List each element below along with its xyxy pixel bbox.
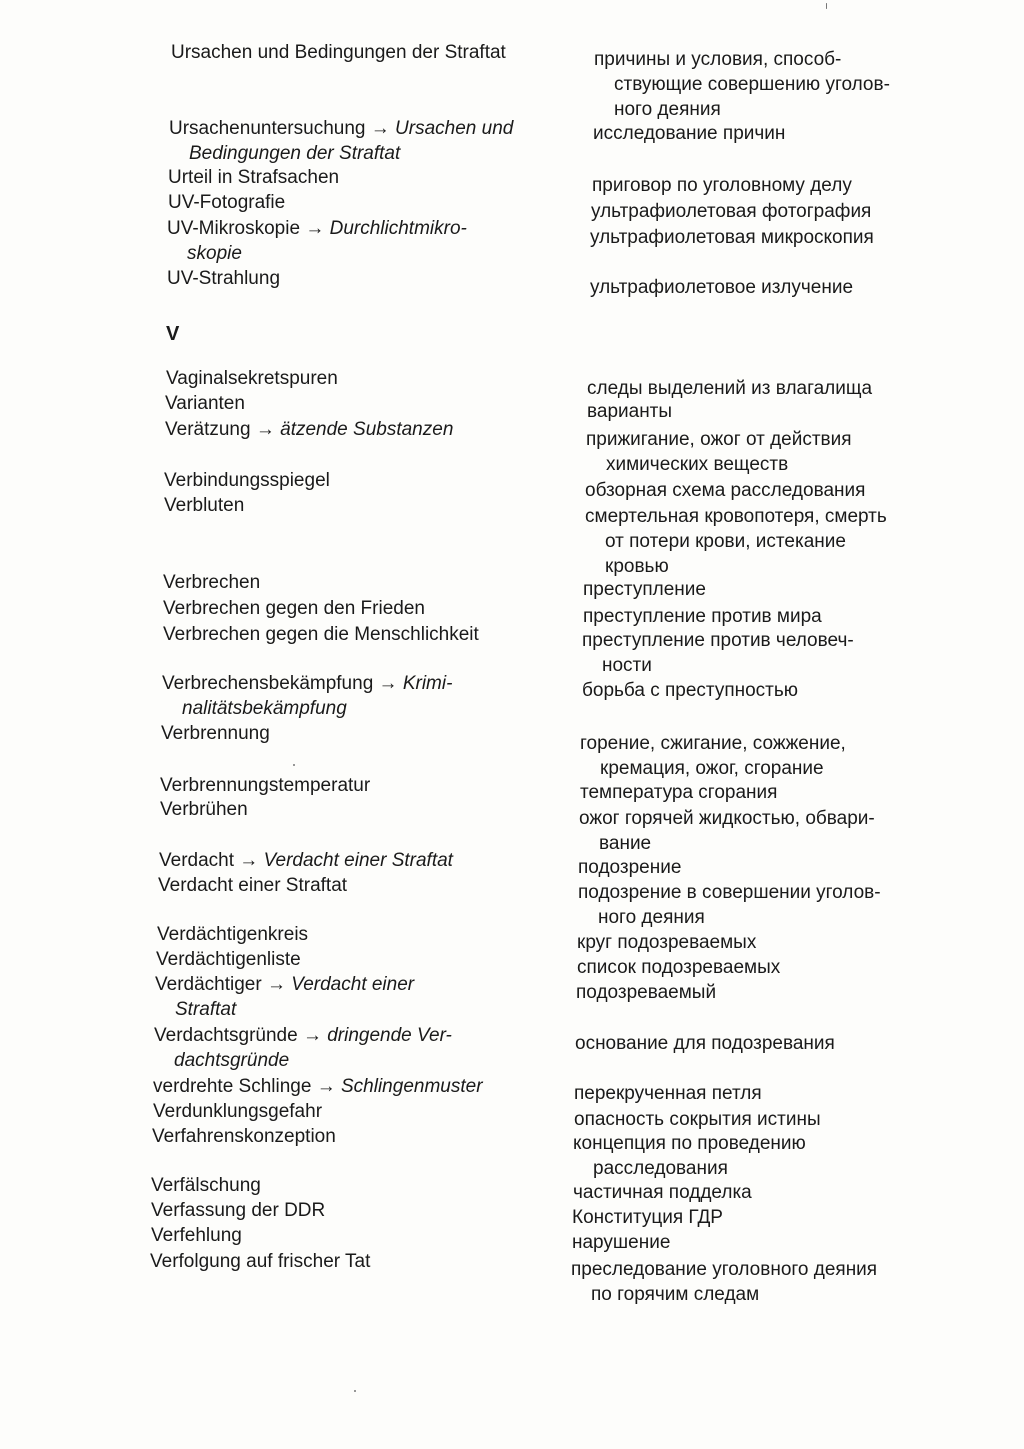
term-text: Verfolgung auf frischer Tat xyxy=(150,1251,371,1272)
entry-translation xyxy=(572,1230,670,1255)
entry-translation xyxy=(577,955,780,980)
term-text: Ursachen und Bedingungen der Straftat xyxy=(171,42,506,63)
entry-translation xyxy=(582,678,798,703)
cross-reference: Schlingenmuster xyxy=(341,1076,483,1097)
translation-line: круг подозреваемых xyxy=(577,932,757,953)
entry-term xyxy=(163,570,260,595)
entry-term xyxy=(152,1124,336,1149)
cross-reference: nalitätsbekämpfung xyxy=(182,698,347,719)
entry-translation xyxy=(594,47,890,122)
arrow-icon: → xyxy=(266,974,286,995)
entry-translation xyxy=(586,427,852,477)
translation-line: ности xyxy=(602,655,652,676)
entry-translation xyxy=(573,1180,752,1205)
entry-term xyxy=(164,493,244,518)
translation-line: ного деяния xyxy=(614,99,721,120)
entry-term xyxy=(153,1074,483,1099)
entry-term xyxy=(165,391,245,416)
entry-translation xyxy=(582,628,854,678)
arrow-icon: → xyxy=(239,850,259,871)
term-text: Urteil in Strafsachen xyxy=(168,167,340,188)
entry-term xyxy=(161,721,270,746)
translation-line: преследование уголовного деяния xyxy=(571,1259,878,1280)
cross-reference: Verdacht einer xyxy=(291,974,415,995)
entry-term xyxy=(165,417,453,442)
term-text: Verfassung der DDR xyxy=(151,1200,326,1221)
translation-line: температура сгорания xyxy=(580,782,778,803)
translation-line: частичная подделка xyxy=(573,1182,752,1203)
entry-term xyxy=(159,848,453,873)
translation-line: борьба с преступностью xyxy=(582,680,799,701)
cross-reference: Bedingungen der Straftat xyxy=(189,143,401,164)
translation-line: кремация, ожог, сгорание xyxy=(600,758,824,779)
translation-line: основание для подозревания xyxy=(575,1033,835,1054)
translation-line: преступление против человеч- xyxy=(582,630,854,651)
arrow-icon: → xyxy=(255,419,275,440)
cross-reference: Verdacht einer Straftat xyxy=(263,850,453,871)
arrow-icon: → xyxy=(316,1076,336,1097)
translation-line: приговор по уголовному делу xyxy=(592,175,852,196)
translation-line: расследования xyxy=(593,1158,728,1179)
entry-translation xyxy=(590,275,853,300)
entry-translation xyxy=(578,855,681,880)
term-text: Verdächtigenliste xyxy=(156,949,301,970)
arrow-icon: → xyxy=(378,673,398,694)
entry-translation xyxy=(580,731,846,781)
translation-line: ствующие совершению уголов- xyxy=(614,74,890,95)
translation-line: подозреваемый xyxy=(576,982,717,1003)
cross-reference: ätzende Substanzen xyxy=(280,419,454,440)
entry-term xyxy=(160,773,370,798)
entry-term xyxy=(168,190,285,215)
translation-line: нарушение xyxy=(572,1232,671,1253)
section-letter: V xyxy=(166,323,180,345)
entry-translation xyxy=(573,1131,806,1181)
translation-line: ного деяния xyxy=(598,907,705,928)
term-text: Verbrechen gegen die Menschlichkeit xyxy=(163,624,479,645)
translation-line: химических веществ xyxy=(606,454,789,475)
translation-line: перекрученная петля xyxy=(574,1083,762,1104)
translation-line: причины и условия, способ- xyxy=(594,49,842,70)
term-text: Vaginalsekretspuren xyxy=(166,368,338,389)
translation-line: подозрение в совершении уголов- xyxy=(578,882,881,903)
translation-line: концепция по проведению xyxy=(573,1133,806,1154)
translation-line: по горячим следам xyxy=(591,1284,760,1305)
entry-translation xyxy=(572,1205,723,1230)
term-text: Verdacht xyxy=(159,850,234,871)
entry-term xyxy=(153,1099,322,1124)
scan-speck xyxy=(826,3,827,9)
term-text: Verdacht einer Straftat xyxy=(158,875,348,896)
entry-term xyxy=(151,1198,325,1223)
cross-reference: Ursachen und xyxy=(395,118,514,139)
term-text: Verbrechen xyxy=(163,572,261,593)
term-text: Verdächtiger xyxy=(155,974,262,995)
entry-translation xyxy=(585,478,865,503)
entry-term xyxy=(169,116,513,166)
entry-term xyxy=(155,972,414,1022)
term-text: Verbindungsspiegel xyxy=(164,470,330,491)
term-text: UV-Mikroskopie xyxy=(167,218,301,239)
entry-translation xyxy=(571,1257,877,1307)
term-text: Verfehlung xyxy=(151,1225,242,1246)
term-text: Verbrennungstemperatur xyxy=(160,775,371,796)
entry-translation xyxy=(592,173,852,198)
translation-line: обзорная схема расследования xyxy=(585,480,866,501)
term-text: Verfälschung xyxy=(151,1175,261,1196)
cross-reference: dringende Ver- xyxy=(327,1025,452,1046)
entry-term xyxy=(167,216,467,266)
term-text: Verbrühen xyxy=(160,799,248,820)
translation-line: вание xyxy=(599,833,652,854)
term-text: Verbluten xyxy=(164,495,245,516)
arrow-icon: → xyxy=(302,1025,322,1046)
translation-line: варианты xyxy=(587,401,673,422)
term-text: Verdächtigenkreis xyxy=(157,924,309,945)
term-text: verdrehte Schlinge xyxy=(153,1076,312,1097)
translation-line: исследование причин xyxy=(593,123,786,144)
entry-translation xyxy=(574,1107,821,1132)
term-text: Verdachtsgründe xyxy=(154,1025,298,1046)
entry-translation xyxy=(585,504,887,579)
translation-line: ультрафиолетовая микроскопия xyxy=(590,227,874,248)
arrow-icon: → xyxy=(305,218,325,239)
entry-term xyxy=(151,1173,261,1198)
translation-line: ультрафиолетовая фотография xyxy=(591,201,872,222)
entry-translation xyxy=(580,780,777,805)
translation-line: опасность сокрытия истины xyxy=(574,1109,821,1130)
translation-line: горение, сжигание, сожжение, xyxy=(580,733,846,754)
term-text: Verbrechensbekämpfung xyxy=(162,673,374,694)
entry-translation xyxy=(574,1081,762,1106)
translation-line: список подозреваемых xyxy=(577,957,781,978)
translation-line: ожог горячей жидкостью, обвари- xyxy=(579,808,875,829)
translation-line: от потери крови, истекание xyxy=(605,531,846,552)
scan-speck xyxy=(354,1390,356,1392)
term-text: Verbrechen gegen den Frieden xyxy=(163,598,425,619)
cross-reference: skopie xyxy=(187,243,242,264)
term-text: Verbrennung xyxy=(161,723,270,744)
entry-translation xyxy=(587,399,672,424)
entry-translation xyxy=(576,980,716,1005)
cross-reference: Krimi- xyxy=(402,673,453,694)
entry-term xyxy=(163,596,425,621)
scan-speck xyxy=(293,764,295,766)
entry-term xyxy=(156,947,301,972)
translation-line: следы выделений из влагалища xyxy=(587,378,873,399)
entry-term xyxy=(154,1023,452,1073)
entry-term xyxy=(150,1249,370,1274)
translation-line: преступление xyxy=(583,579,706,600)
entry-term xyxy=(163,622,479,647)
entry-term xyxy=(168,165,339,190)
term-text: Verfahrenskonzeption xyxy=(152,1126,336,1147)
translation-line: кровью xyxy=(605,556,669,577)
entry-translation xyxy=(577,930,756,955)
entry-term xyxy=(171,40,506,65)
entry-translation xyxy=(591,199,871,224)
cross-reference: Durchlichtmikro- xyxy=(329,218,467,239)
entry-term xyxy=(166,366,338,391)
term-text: Verätzung xyxy=(165,419,251,440)
translation-line: подозрение xyxy=(578,857,682,878)
entry-term xyxy=(160,797,248,822)
entry-term xyxy=(157,922,308,947)
entry-term xyxy=(158,873,347,898)
entry-translation xyxy=(575,1031,835,1056)
cross-reference: Straftat xyxy=(175,999,237,1020)
entry-translation xyxy=(578,880,881,930)
entry-translation xyxy=(587,376,872,401)
entry-term xyxy=(167,266,280,291)
entry-translation xyxy=(583,604,822,629)
entry-translation xyxy=(583,577,706,602)
term-text: Verdunklungsgefahr xyxy=(153,1101,323,1122)
term-text: UV-Fotografie xyxy=(168,192,286,213)
entry-term xyxy=(162,671,452,721)
arrow-icon: → xyxy=(370,118,390,139)
entry-translation xyxy=(590,225,874,250)
entry-translation xyxy=(593,121,785,146)
term-text: UV-Strahlung xyxy=(167,268,281,289)
entry-term xyxy=(151,1223,242,1248)
term-text: Ursachenuntersuchung xyxy=(169,118,366,139)
translation-line: преступление против мира xyxy=(583,606,822,627)
translation-line: прижигание, ожог от действия xyxy=(586,429,852,450)
entry-term xyxy=(164,468,330,493)
translation-line: смертельная кровопотеря, смерть xyxy=(585,506,887,527)
term-text: Varianten xyxy=(165,393,245,414)
translation-line: ультрафиолетовое излучение xyxy=(590,277,854,298)
cross-reference: dachtsgründe xyxy=(174,1050,290,1071)
translation-line: Конституция ГДР xyxy=(572,1207,723,1228)
entry-translation xyxy=(579,806,875,856)
